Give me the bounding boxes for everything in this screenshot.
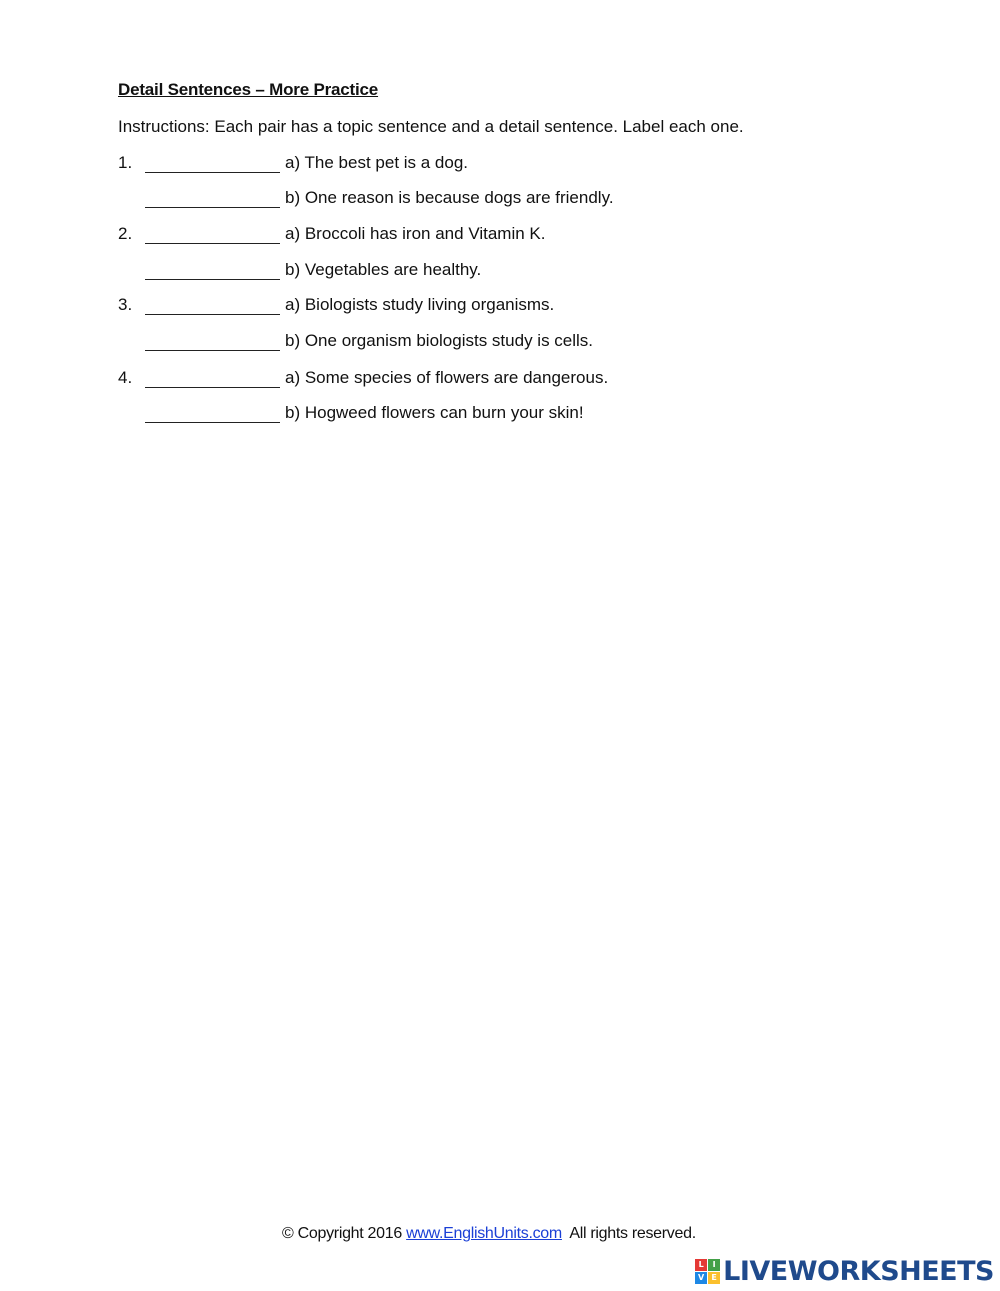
answer-blank-1b[interactable]	[145, 207, 280, 208]
item-number: 1.	[118, 153, 133, 172]
answer-blank-2b[interactable]	[145, 279, 280, 280]
logo-tile: I	[708, 1259, 720, 1271]
sentence-4a: a) Some species of flowers are dangerous.	[285, 368, 609, 387]
rights-text: All rights reserved.	[561, 1225, 696, 1242]
sentence-4b: b) Hogweed flowers can burn your skin!	[285, 403, 584, 422]
copyright-text: © Copyright 2016	[282, 1225, 407, 1242]
answer-blank-4b[interactable]	[145, 422, 280, 423]
englishunits-link[interactable]: www.EnglishUnits.com	[406, 1225, 562, 1242]
item-number: 2.	[118, 224, 133, 243]
instructions: Instructions: Each pair has a topic sentence and a detail sentence. Label each one.	[118, 117, 744, 136]
worksheet-title: Detail Sentences – More Practice	[118, 80, 379, 99]
logo-tile: L	[695, 1259, 707, 1271]
logo-tile: E	[708, 1272, 720, 1284]
answer-blank-3a[interactable]	[145, 314, 280, 315]
sentence-3b: b) One organism biologists study is cells.	[285, 331, 594, 350]
logo-text: LIVEWORKSHEETS	[723, 1255, 994, 1287]
sentence-3a: a) Biologists study living organisms.	[285, 295, 555, 314]
logo-tile: V	[695, 1272, 707, 1284]
sentence-1b: b) One reason is because dogs are friendly.	[285, 188, 614, 207]
item-number: 4.	[118, 368, 133, 387]
liveworksheets-logo	[695, 1254, 994, 1288]
answer-blank-1a[interactable]	[145, 172, 280, 173]
sentence-1a: a) The best pet is a dog.	[285, 153, 469, 172]
answer-blank-4a[interactable]	[145, 387, 280, 388]
sentence-2a: a) Broccoli has iron and Vitamin K.	[285, 224, 546, 243]
answer-blank-3b[interactable]	[145, 350, 280, 351]
answer-blank-2a[interactable]	[145, 243, 280, 244]
item-number: 3.	[118, 295, 133, 314]
sentence-2b: b) Vegetables are healthy.	[285, 260, 482, 279]
logo-tiles-icon	[695, 1259, 720, 1284]
copyright-footer	[282, 1225, 696, 1243]
